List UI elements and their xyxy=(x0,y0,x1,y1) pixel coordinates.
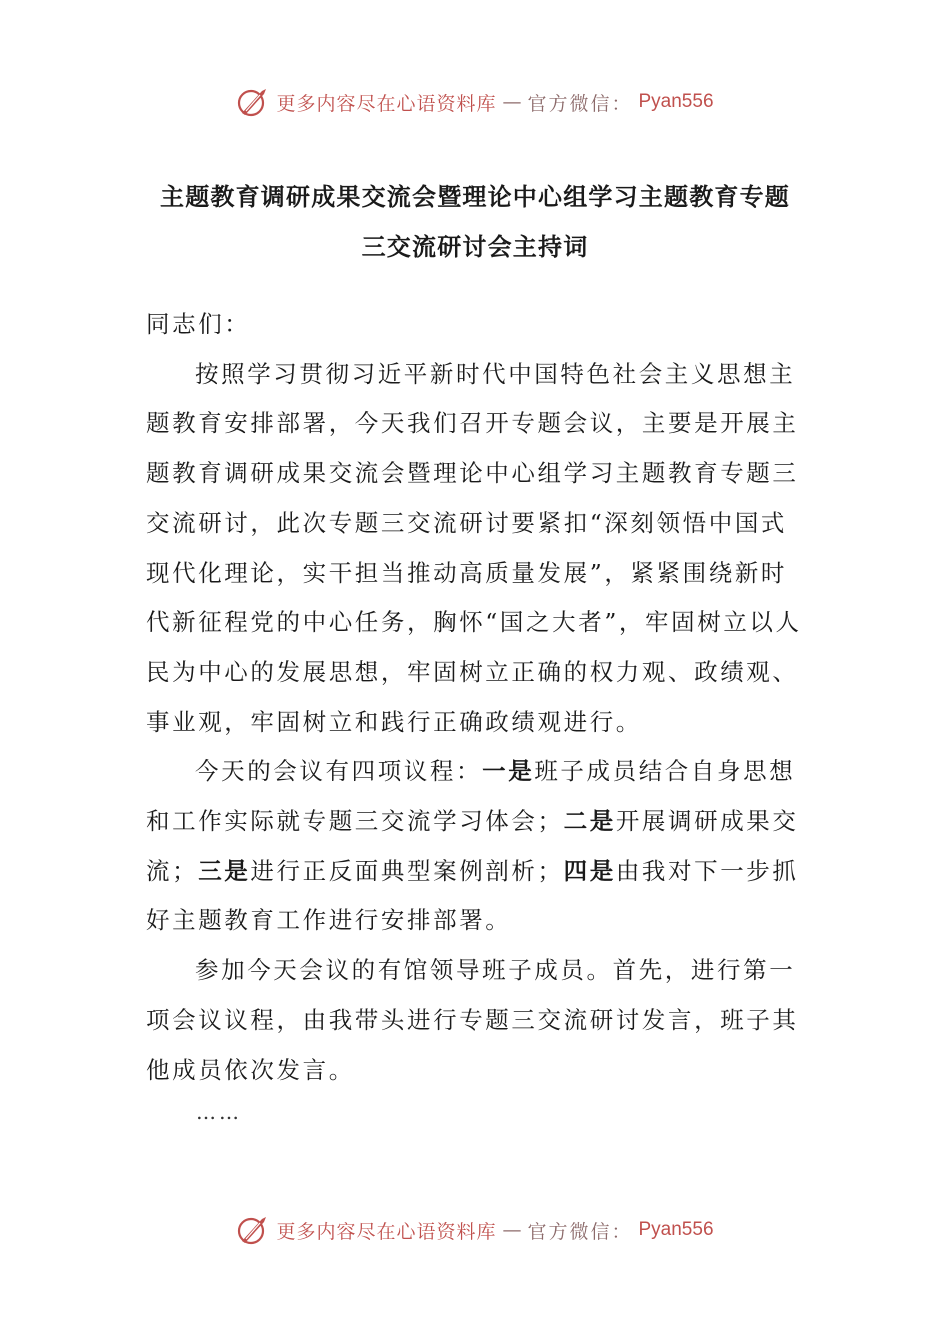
agenda-item-3: 进行正反面典型案例剖析； xyxy=(250,856,564,885)
agenda-item-1: 班子成员结合自身思想和工作实际就专题三交流学习体会； xyxy=(146,757,796,836)
paragraph-2 xyxy=(146,747,806,946)
banner-wechat-id: Pyan556 xyxy=(638,1219,714,1240)
quill-pen-logo-icon xyxy=(236,85,270,119)
agenda-item-4: 由我对下一步抓好主题教育工作进行安排部署。 xyxy=(146,856,799,935)
ellipsis: …… xyxy=(196,1100,242,1124)
agenda-item-2: 开展调研成果交流； xyxy=(146,807,799,885)
header-banner xyxy=(0,82,950,122)
agenda-key-3: 三是 xyxy=(198,856,251,885)
banner-wechat-label: 官方微信： xyxy=(527,1220,633,1243)
paragraph-3: 参加今天会议的有馆领导班子成员。首先，进行第一项会议议程，由我带头进行专题三交流研讨发言，班子其他成员依次发言。 xyxy=(146,956,799,1084)
agenda-key-2: 二是 xyxy=(563,807,616,836)
banner-main-text: 更多内容尽在心语资料库 xyxy=(276,92,497,115)
agenda-key-1: 一是 xyxy=(482,757,535,786)
salutation: 同志们： xyxy=(146,310,251,338)
agenda-key-4: 四是 xyxy=(563,856,616,885)
footer-banner xyxy=(0,1210,950,1250)
banner-wechat-id: Pyan556 xyxy=(638,91,714,112)
banner-wechat-label: 官方微信： xyxy=(527,92,633,115)
banner-dash: — xyxy=(502,91,522,113)
document-title-line-1: 主题教育调研成果交流会暨理论中心组学习主题教育专题 xyxy=(160,182,790,211)
agenda-intro: 今天的会议有四项议程： xyxy=(195,757,483,786)
banner-dash: — xyxy=(502,1219,522,1241)
quill-pen-logo-icon xyxy=(236,1213,270,1247)
document-title-line-2: 三交流研讨会主持词 xyxy=(361,232,589,261)
paragraph-1: 按照学习贯彻习近平新时代中国特色社会主义思想主题教育安排部署，今天我们召开专题会议，主要是开展主题教育调研成果交流会暨理论中心组学习主题教育专题三交流研讨，此次专题三交流研讨要紧扣“深刻领悟中国式现代化理论，实干担当推动高质量发展”，紧紧围绕新时代新征程党的中心任务，胸怀“国之大者”，牢固树立以人民为中心的发展思想，牢固树立正确的权力观、政绩观、事业观，牢固树立和践行正确政绩观进行。 xyxy=(146,359,802,736)
banner-main-text: 更多内容尽在心语资料库 xyxy=(276,1220,497,1243)
document-body xyxy=(146,300,806,1095)
